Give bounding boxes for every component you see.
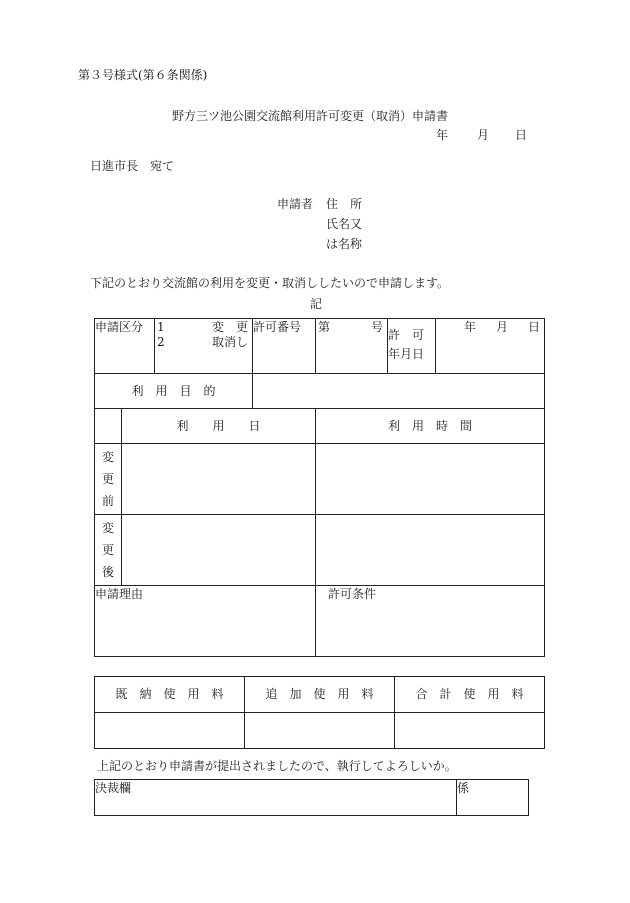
header-blank-cell <box>95 409 122 444</box>
option-2-text: 取消し <box>212 334 249 349</box>
category-options-cell[interactable] <box>155 319 253 374</box>
permit-number-cell[interactable] <box>316 319 388 374</box>
category-label: 申請区分 <box>95 320 144 334</box>
purpose-label: 利 用 目 的 <box>131 383 216 398</box>
number-suffix: 号 <box>371 320 384 334</box>
after-char-1: 変 <box>101 520 114 535</box>
reason-label: 申請理由 <box>95 587 144 601</box>
permit-date-label-cell <box>388 319 436 374</box>
purpose-label-cell <box>95 374 253 409</box>
approval-table <box>94 779 529 816</box>
decision-field[interactable] <box>95 780 457 816</box>
paid-fee-header <box>95 677 245 713</box>
before-char-2: 更 <box>101 471 114 486</box>
main-form-table <box>94 318 545 657</box>
date-year: 年 <box>436 128 449 142</box>
option-1-text: 変 更 <box>212 320 249 334</box>
permit-date-day: 日 <box>527 320 540 334</box>
permit-date-month: 月 <box>496 320 509 334</box>
approval-statement: 上記のとおり申請書が提出されましたので、執行してよろしいか。 <box>97 759 457 773</box>
clerk-field[interactable] <box>457 780 529 816</box>
conditions-label: 許可条件 <box>328 587 377 601</box>
use-time-header-cell <box>316 409 545 444</box>
decision-label: 決裁欄 <box>95 781 132 795</box>
conditions-field[interactable] <box>316 586 545 657</box>
applicant-address-label: 住 所 <box>326 197 363 211</box>
after-char-2: 更 <box>101 542 114 557</box>
additional-fee-label: 追 加 使 用 料 <box>265 687 374 702</box>
before-use-time-field[interactable] <box>316 444 545 515</box>
additional-fee-field[interactable] <box>245 713 395 749</box>
total-fee-label: 合 計 使 用 料 <box>415 687 524 702</box>
permit-date-label-2: 年月日 <box>388 346 425 361</box>
applicant-label: 申請者 <box>277 197 314 211</box>
ki-mark: 記 <box>310 297 323 311</box>
option-1-number: 1 <box>157 320 165 334</box>
date-day: 日 <box>515 128 528 142</box>
after-change-label <box>95 515 122 586</box>
permit-date-label-1: 許 可 <box>388 328 425 342</box>
permit-date-year: 年 <box>464 320 477 334</box>
reason-field[interactable] <box>95 586 316 657</box>
applicant-name-label-2: は名称 <box>326 237 363 251</box>
date-month: 月 <box>477 128 490 142</box>
after-use-time-field[interactable] <box>316 515 545 586</box>
statement: 下記のとおり交流館の利用を変更・取消ししたいので申請します。 <box>90 276 450 290</box>
before-change-label <box>95 444 122 515</box>
total-fee-field[interactable] <box>395 713 545 749</box>
paid-fee-field[interactable] <box>95 713 245 749</box>
before-char-3: 前 <box>101 494 114 509</box>
option-2-number: 2 <box>157 334 165 349</box>
after-use-date-field[interactable] <box>122 515 316 586</box>
option-2[interactable] <box>155 334 252 351</box>
number-prefix: 第 <box>318 320 331 334</box>
after-char-3: 後 <box>101 565 114 580</box>
clerk-label: 係 <box>457 781 470 795</box>
applicant-name-label-1: 氏名又 <box>326 217 363 231</box>
paid-fee-label: 既 納 使 用 料 <box>115 687 224 702</box>
addressee: 日進市長 宛て <box>90 159 175 173</box>
permit-number-label-cell <box>253 319 316 374</box>
fee-table <box>94 676 545 749</box>
before-use-date-field[interactable] <box>122 444 316 515</box>
purpose-field[interactable] <box>253 374 545 409</box>
form-number: 第３号様式(第６条関係) <box>78 68 208 82</box>
page-title: 野方三ツ池公園交流館利用許可変更（取消）申請書 <box>172 109 449 123</box>
total-fee-header <box>395 677 545 713</box>
use-time-header: 利 用 時 間 <box>388 418 473 433</box>
before-char-1: 変 <box>101 449 114 464</box>
use-date-header-cell <box>122 409 316 444</box>
permit-date-cell[interactable] <box>436 319 545 374</box>
permit-number-label: 許可番号 <box>253 320 302 334</box>
category-label-cell <box>95 319 155 374</box>
additional-fee-header <box>245 677 395 713</box>
use-date-header: 利 用 日 <box>176 418 261 433</box>
